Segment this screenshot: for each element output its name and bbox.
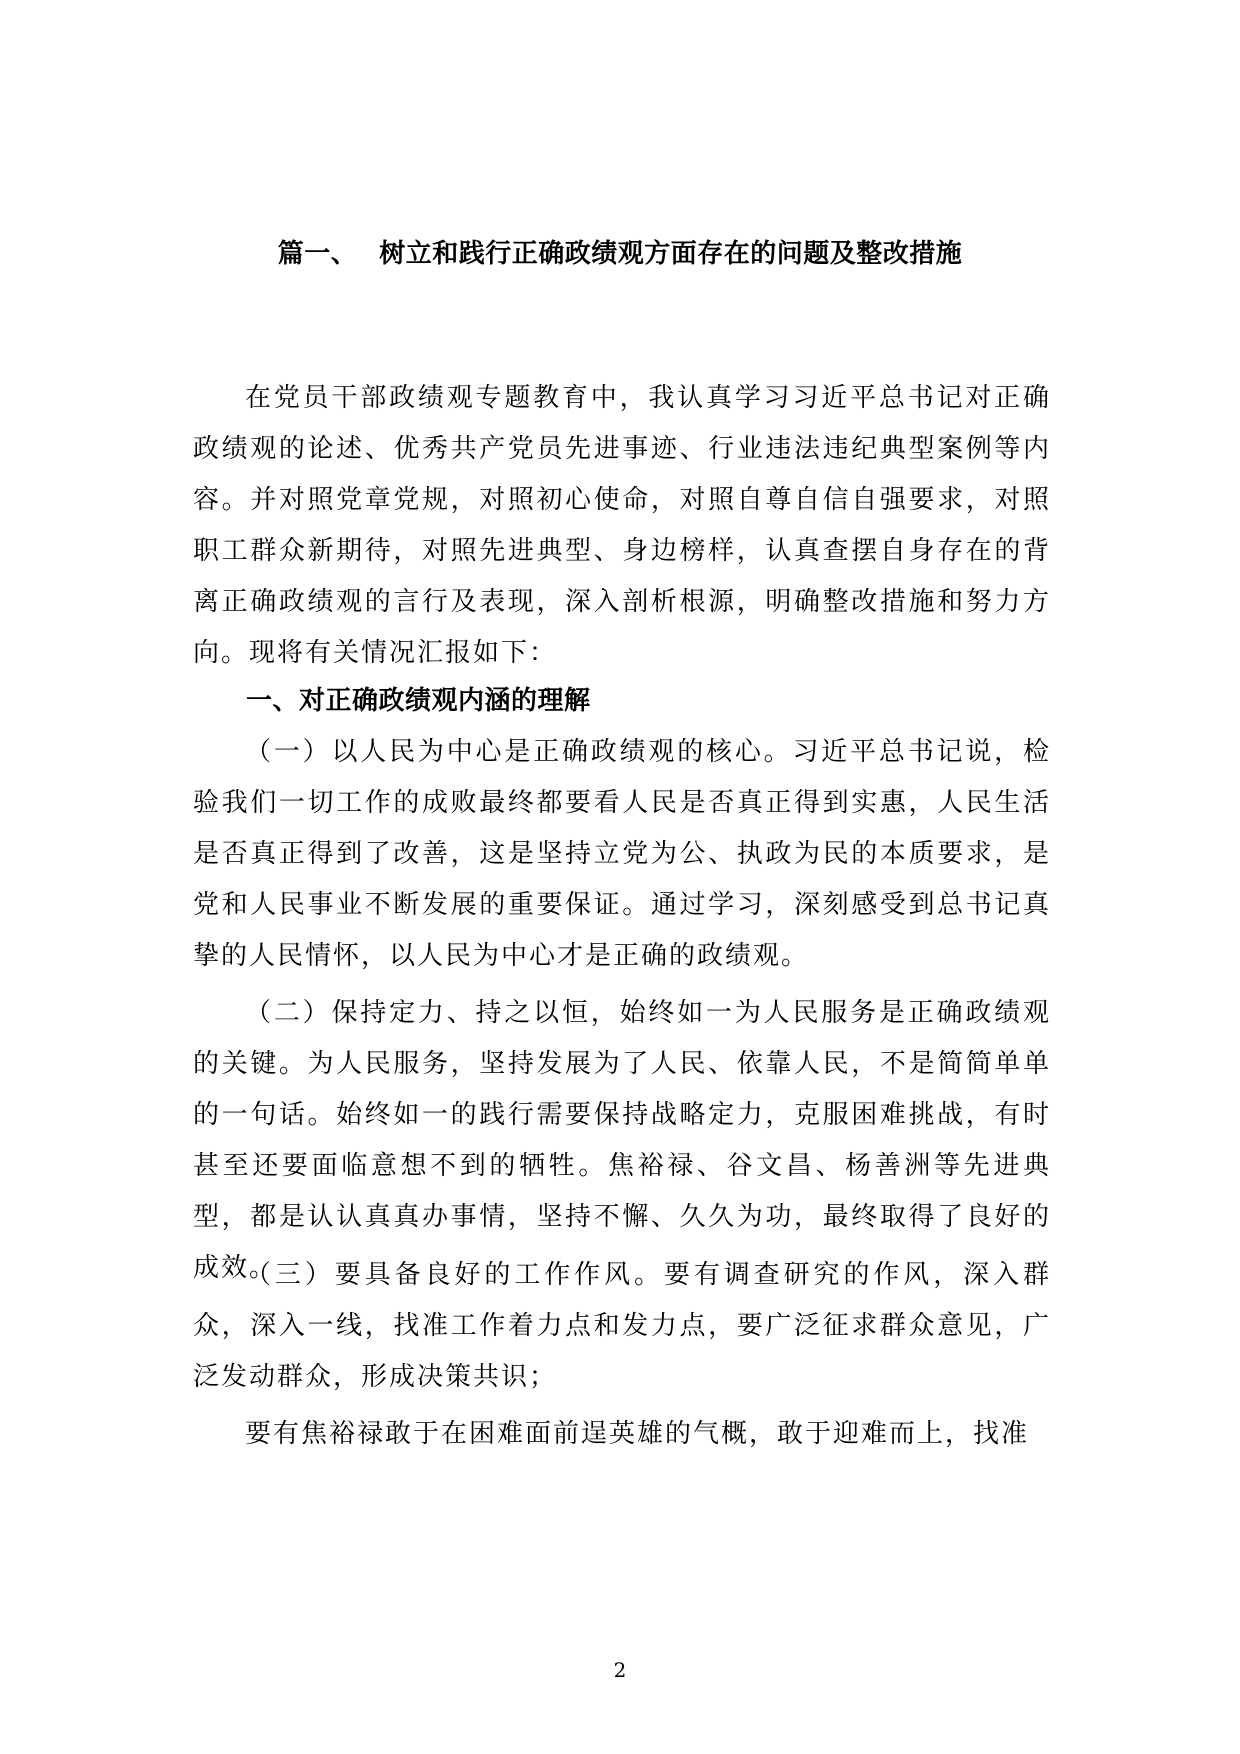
document-title bbox=[0, 233, 1240, 270]
paragraph-3: （三）要具备良好的工作作风。要有调查研究的作风，深入群众，深入一线，找准工作着力点和发力点，要广泛征求群众意见，广泛发动群众，形成决策共识； bbox=[193, 1260, 1051, 1392]
paragraph-4: 要有焦裕禄敢于在困难面前逞英雄的气概，敢于迎难而上，找准 bbox=[245, 1419, 1030, 1449]
paragraph-1: （一）以人民为中心是正确政绩观的核心。习近平总书记说，检验我们一切工作的成败最终都要看人民是否真正得到实惠，人民生活是否真正得到了改善，这是坚持立党为公、执政为民的本质要求，是党和人民事业不断发展的重要保证。通过学习，深刻感受到总书记真挚的人民情怀，以人民为中心才是正确的政绩观。 bbox=[193, 737, 1051, 971]
page-number: 2 bbox=[613, 1658, 627, 1682]
title-text: 树立和践行正确政绩观方面存在的问题及整改措施 bbox=[379, 239, 963, 269]
section-heading: 一、对正确政绩观内涵的理解 bbox=[246, 686, 591, 716]
paragraph-2: （二）保持定力、持之以恒，始终如一为人民服务是正确政绩观的关键。为人民服务，坚持发展为了人民、依靠人民，不是简简单单的一句话。始终如一的践行需要保持战略定力，克服困难挑战，有时甚至还要面临意想不到的牺牲。焦裕禄、谷文昌、杨善洲等先进典型，都是认认真真办事情，坚持不懈、久久为功，最终取得了良好的成效。 bbox=[193, 998, 1051, 1283]
title-prefix: 篇一、 bbox=[277, 239, 358, 269]
intro-paragraph: 在党员干部政绩观专题教育中，我认真学习习近平总书记对正确政绩观的论述、优秀共产党员先进事迹、行业违法违纪典型案例等内容。并对照党章党规，对照初心使命，对照自尊自信自强要求，对照职工群众新期待，对照先进典型、身边榜样，认真查摆自身存在的背离正确政绩观的言行及表现，深入剖析根源，明确整改措施和努力方向。现将有关情况汇报如下： bbox=[193, 383, 1051, 668]
